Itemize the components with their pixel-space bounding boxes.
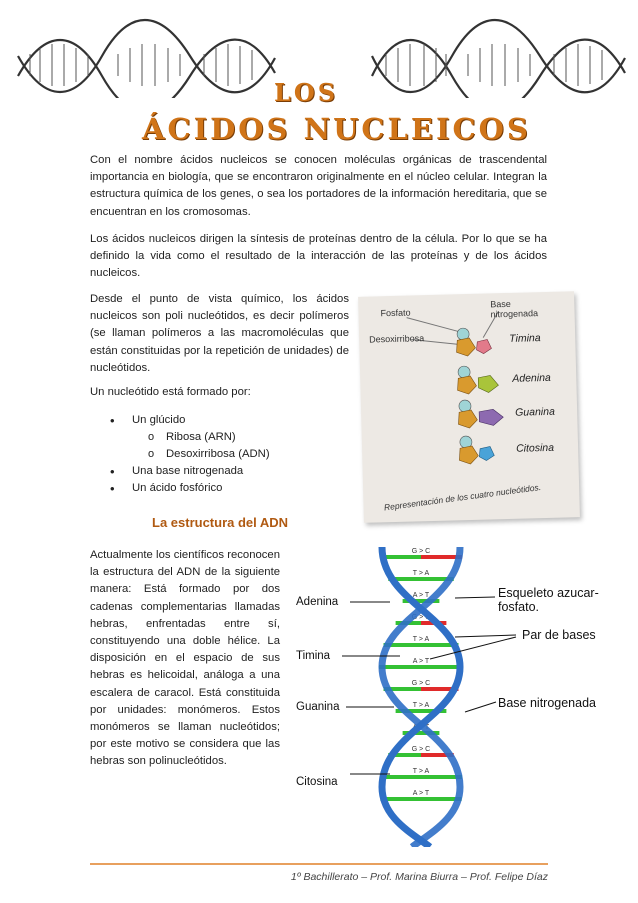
- citosina-label: Citosina: [515, 441, 555, 455]
- base-pair-label: A > T: [412, 658, 430, 665]
- par-bases-label: Par de bases: [522, 628, 596, 642]
- base-nitrogenada-dna-label: Base nitrogenada: [498, 696, 596, 710]
- list-item-ribosa: o Ribosa (ARN): [166, 429, 236, 446]
- base-pair-label: G > C: [411, 746, 431, 753]
- section-paragraph: Actualmente los científicos reconocen la estructura del ADN de la siguiente manera: Está formado por dos cadenas complementarias llamadas hebras, enfrentadas entre sí, constituyendo una doble hélice. La disposición en el espacio de sus hebras es helicoidal, análoga a una escalera de caracol. Está constituida por unidades: monómeros. Estos monómeros se llaman nucleótidos; por este motivo se considera que las hebras son polinucleótidos.: [90, 549, 280, 768]
- footer-divider: [90, 863, 548, 865]
- nucleotide-figure: [358, 291, 580, 523]
- footer-text: 1º Bachillerato – Prof. Marina Biurra – Prof. Felipe Díaz: [290, 871, 548, 883]
- adenina-label: Adenina: [512, 371, 551, 385]
- base-pair-label: A > T: [412, 724, 430, 731]
- fosfato-label: Fosfato: [380, 307, 411, 319]
- dna-guanina-label: Guanina: [296, 701, 340, 713]
- desoxirribosa-label: Desoxirribosa: [369, 333, 425, 345]
- base-pair-label: T > A: [412, 570, 430, 577]
- dna-citosina-label: Citosina: [296, 776, 338, 788]
- title-line-1: LOS: [274, 78, 339, 107]
- list-item-glucido: • Un glúcido: [132, 412, 185, 429]
- section-heading: La estructura del ADN: [152, 515, 289, 530]
- base-pair-label: A > T: [412, 592, 430, 599]
- base-pair-label: T > A: [412, 702, 430, 709]
- list-item-acido: • Un ácido fosfórico: [132, 480, 222, 497]
- base-pair-label: T > A: [412, 768, 430, 775]
- base-pair-label: G > C: [411, 548, 431, 555]
- guanina-label: Guanina: [515, 405, 556, 419]
- intro-paragraph-2: Los ácidos nucleicos dirigen la síntesis de proteínas dentro de la célula. Por lo que se ha definido la vida como el resultado de la interacción de las proteínas y de los ácidos nucleicos.: [90, 233, 547, 280]
- dna-timina-label: Timina: [296, 650, 331, 662]
- esqueleto-label: Esqueleto azucar- fosfato.: [498, 586, 599, 614]
- title-line-2: ÁCIDOS NUCLEICOS: [142, 112, 531, 146]
- intro-paragraph-3: Desde el punto de vista químico, los ácidos nucleicos son poli nucleótidos, es decir polímeros (se llaman polímeros a las macromoléculas que están constituidas por la repetición de unidades) de nucleótidos.: [90, 293, 349, 374]
- base-pair-label: A > T: [412, 790, 430, 797]
- base-pair-label: G > C: [411, 680, 431, 687]
- list-item-base: • Una base nitrogenada: [132, 463, 243, 480]
- timina-label: Timina: [509, 332, 541, 345]
- nucleotide-caption: Representación de los cuatro nucleótidos.: [383, 481, 542, 513]
- base-pair-label: T > A: [412, 636, 430, 643]
- base-nitrogenada-label: Base nitrogenada: [490, 298, 539, 320]
- base-pair-label: G > C: [411, 614, 431, 621]
- dna-adenina-label: Adenina: [296, 596, 339, 608]
- list-item-desoxirribosa: o Desoxirribosa (ADN): [166, 446, 270, 463]
- intro-paragraph-4: Un nucleótido está formado por:: [90, 386, 251, 398]
- intro-paragraph-1: Con el nombre ácidos nucleicos se conocen moléculas orgánicas de trascendental importancia en biología, que se encontraron originalmente en el núcleo celular. Integran la estructura química de los genes, o sea los portadores de la información hereditaria, que se encuentran en los cromosomas.: [90, 154, 547, 218]
